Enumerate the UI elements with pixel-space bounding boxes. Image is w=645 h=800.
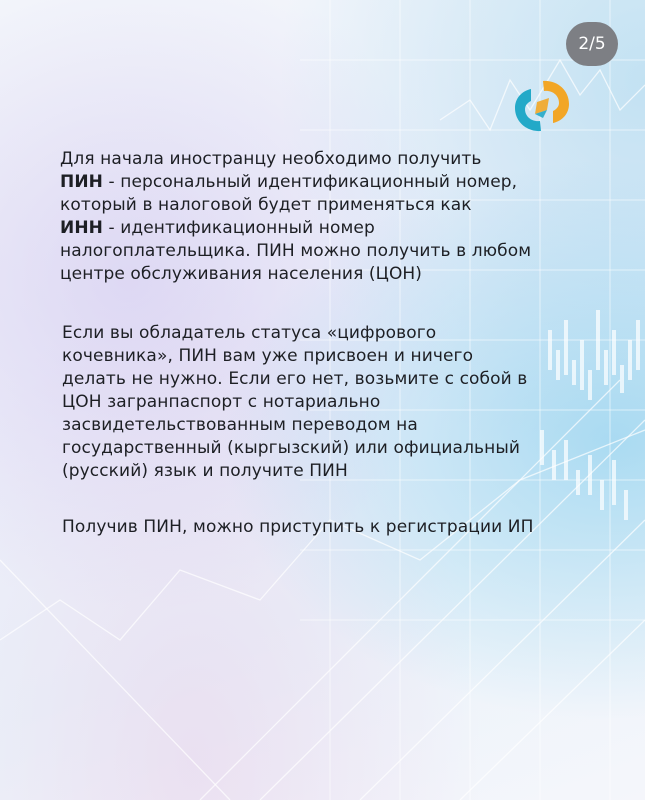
text-line: налогоплательщика. ПИН можно получить в любом xyxy=(60,241,532,261)
inn-term: ИНН xyxy=(60,218,103,238)
inn-definition: - идентификационный номер xyxy=(102,218,375,238)
text-line: делать не нужно. Если его нет, возьмите с собой в xyxy=(62,369,528,389)
text-line: Получив ПИН, можно приступить к регистрации ИП xyxy=(62,517,534,537)
text-line: центре обслуживания населения (ЦОН) xyxy=(60,264,423,284)
text-line: ЦОН загранпаспорт с нотариально xyxy=(62,392,381,412)
text-line: Для начала иностранцу необходимо получить xyxy=(60,149,482,169)
text-line: засвидетельствованным переводом на xyxy=(62,415,418,435)
text-line xyxy=(60,217,580,240)
text-line: который в налоговой будет применяться как xyxy=(60,195,472,215)
paragraph-next-step xyxy=(62,516,597,539)
text-line xyxy=(60,171,580,194)
pin-definition: - персональный идентификационный номер, xyxy=(102,172,518,192)
text-line: (русский) язык и получите ПИН xyxy=(62,461,348,481)
pin-term: ПИН xyxy=(60,172,103,192)
text-line: Если вы обладатель статуса «цифрового xyxy=(62,323,437,343)
company-logo-icon xyxy=(513,78,571,134)
slide-counter-badge: 2/5 xyxy=(566,22,618,66)
text-line: кочевника», ПИН вам уже присвоен и ничего xyxy=(62,346,474,366)
paragraph-pin-intro xyxy=(60,148,580,286)
paragraph-digital-nomad xyxy=(62,322,597,483)
text-line: государственный (кыргызский) или официальный xyxy=(62,438,521,458)
